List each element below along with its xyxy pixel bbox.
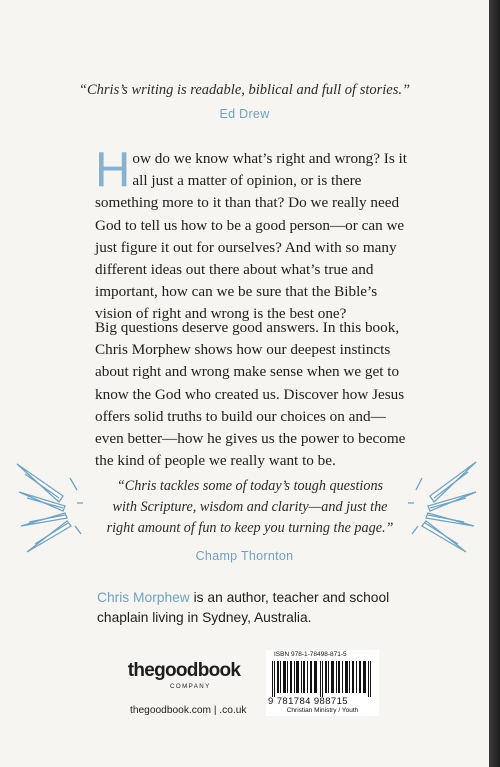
right-sparkle-burst-icon [404, 456, 479, 556]
drop-cap-letter: H [95, 143, 131, 197]
middle-endorsement-quote: “Chris tackles some of today’s tough questions with Scripture, wisdom and clarity—and just the right amount of fun to keep you turning the page.” [106, 478, 394, 536]
author-bio [97, 588, 397, 627]
left-sparkle-burst-icon [15, 456, 85, 556]
publisher-logo [124, 660, 244, 690]
publisher-website: thegoodbook.com | .co.uk [130, 705, 247, 716]
isbn-label: ISBN 978-1-78498-871-5 [274, 651, 347, 658]
isbn-barcode [266, 650, 379, 716]
top-endorsement-quote: “Chris’s writing is readable, biblical and full of stories.” [78, 82, 411, 98]
publisher-logo-text: thegoodbook [127, 660, 241, 681]
author-bio-text: is an author, teacher and school chaplain living in Sydney, Australia. [97, 590, 390, 625]
publisher-logo-subtext: COMPANY [170, 683, 211, 690]
barcode-bars [270, 661, 375, 697]
spine-edge [489, 0, 500, 767]
blurb-paragraph-1 [95, 143, 407, 326]
isbn-digits: 9 781784 988715 [268, 696, 348, 707]
top-endorsement-attribution: Ed Drew [219, 107, 270, 121]
blurb-paragraph-1-text: ow do we know what’s right and wrong? Is it all just a matter of opinion, or is there something more to it than that? Do we really need God to tell us how to be a good person—or can we just figure it out for ourselves? And with so many different ideas out there about what’s true and important, how can we be sure that the Bible’s vision of right and wrong is the best one? [95, 150, 407, 323]
blurb-paragraph-2: Big questions deserve good answers. In this book, Chris Morphew shows how our deepest instincts about right and wrong make sense when we get to know the God who created us. Discover how Jesus offers solid truths to build our choices on and—even better—how he gives us the power to become the kind of people we really want to be. [95, 319, 406, 470]
author-name: Chris Morphew [97, 590, 190, 605]
book-category: Christian Ministry / Youth [286, 707, 359, 714]
middle-endorsement-attribution: Champ Thornton [195, 549, 294, 563]
